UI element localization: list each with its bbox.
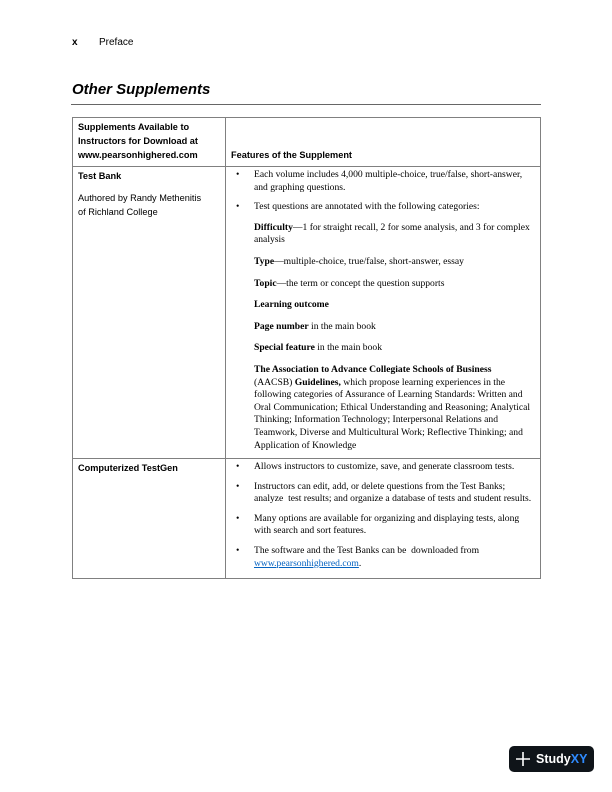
bullet-icon: • (236, 169, 240, 180)
table-header-row (73, 118, 541, 167)
bullet-icon: • (236, 512, 240, 524)
table-row (73, 459, 541, 579)
list-item: • Instructors can edit, add, or delete questions from the Test Banks; analyze test results; and organize a database of tests and student results. (236, 480, 532, 505)
supplement-name: Test Bank (78, 171, 122, 181)
pearson-link[interactable]: www.pearsonhighered.com (254, 557, 359, 569)
list-item: • Many options are available for organizing and displaying tests, along with search and sort features. (236, 512, 520, 537)
category-aacsb: The Association to Advance Collegiate Schools of Business (AACSB) Guidelines, which propose learning experiences in the following categories of Assurance of Learning Standards: Written and Oral Communication; Ethical Understanding and Reasoning; Analytical Thinking; Information Technology; Interpersonal Relations and Teamwork, Diverse and Multicultural Work; Reflective Thinking; and Application of Knowledge (254, 363, 531, 451)
col2-header: Features of the Supplement (226, 118, 541, 167)
category-page-number: Page number in the main book (254, 320, 376, 332)
bullet-icon: • (236, 461, 240, 473)
table-row (73, 167, 541, 459)
bullet-icon: • (236, 201, 240, 213)
category-type: Type—multiple-choice, true/false, short-answer, essay (254, 255, 464, 267)
badge-text: Study (536, 752, 571, 766)
list-item: • Test questions are annotated with the following categories: (236, 201, 480, 213)
list-item: • Each volume includes 4,000 multiple-choice, true/false, short-answer, and graphing questions. (236, 169, 523, 193)
category-difficulty: Difficulty—1 for straight recall, 2 for some analysis, and 3 for complex analysis (254, 221, 530, 246)
list-item: • Allows instructors to customize, save, and generate classroom tests. (236, 461, 515, 473)
category-special-feature: Special feature in the main book (254, 342, 382, 354)
bullet-icon: • (236, 480, 240, 492)
test-bank-cell (73, 167, 226, 459)
test-bank-features (226, 167, 541, 459)
testgen-cell (73, 459, 226, 579)
testgen-features (226, 459, 541, 579)
author-credit: Authored by Randy Methenitis of Richland College (78, 193, 202, 217)
bullet-icon: • (236, 545, 240, 557)
badge-text-accent: XY (570, 752, 588, 766)
plus-icon (515, 751, 531, 767)
category-learning-outcome: Learning outcome (254, 299, 329, 311)
studyxy-badge[interactable] (509, 746, 594, 772)
supplement-name: Computerized TestGen (78, 463, 178, 474)
running-header (72, 37, 133, 48)
section-name: Preface (99, 37, 134, 48)
supplements-table (72, 117, 541, 579)
title-rule (71, 104, 541, 105)
page-number: x (72, 37, 78, 48)
page-title: Other Supplements (72, 81, 211, 98)
list-item: • The software and the Test Banks can be downloaded from www.pearsonhighered.com. (236, 545, 482, 569)
category-topic: Topic—the term or concept the question supports (254, 277, 445, 289)
col1-header: Supplements Available to Instructors for Download at www.pearsonhighered.com (73, 118, 226, 167)
